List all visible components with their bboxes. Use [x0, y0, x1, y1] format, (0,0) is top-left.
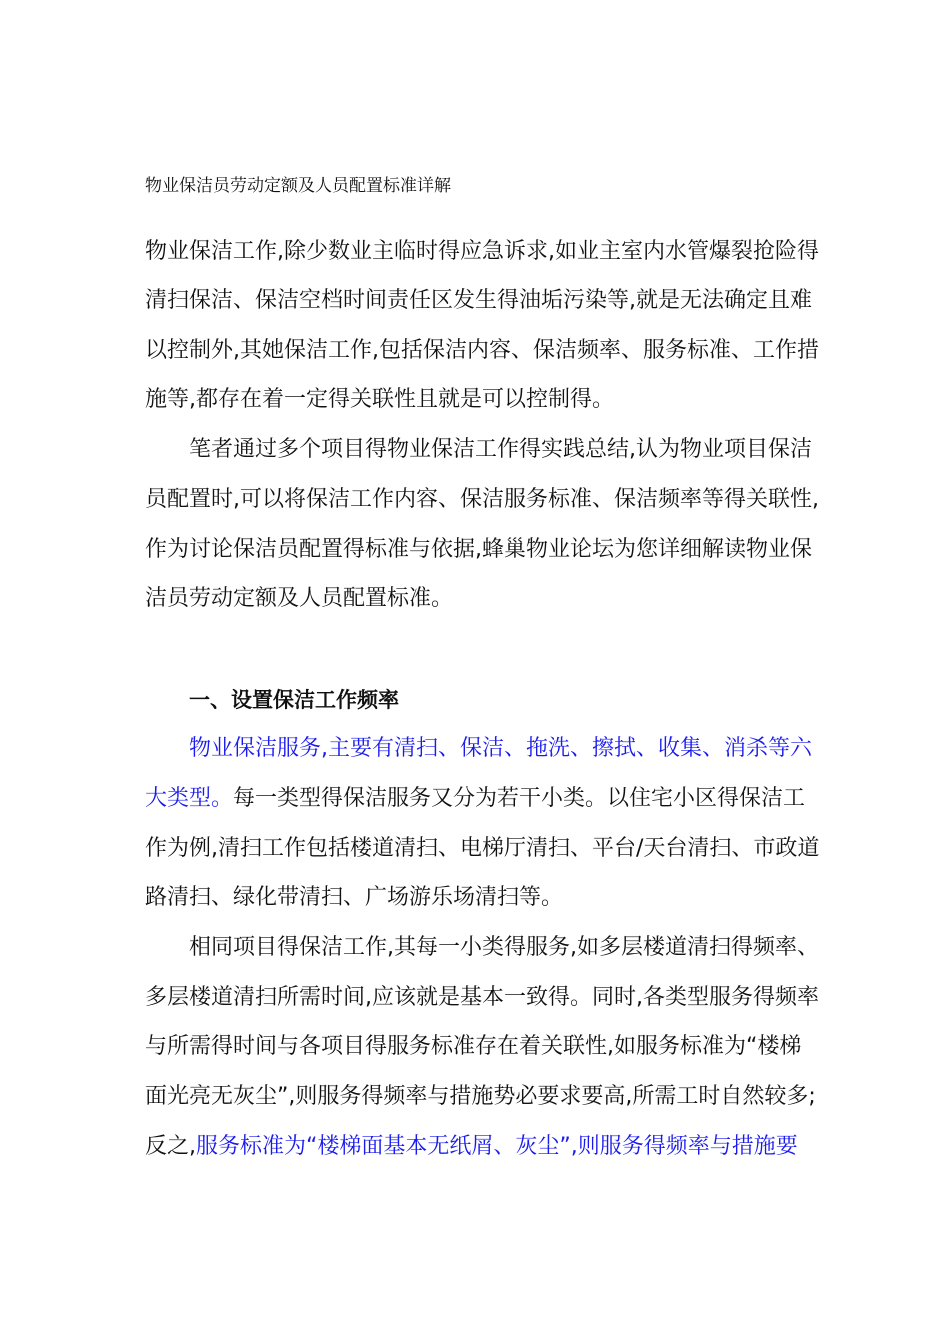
section-1-paragraph-1-line-4: 路清扫、绿化带清扫、广场游乐场清扫等。 [145, 885, 564, 910]
section-1-paragraph-1-line-2 [145, 784, 805, 814]
paragraph-1-line-3: 以控制外,其她保洁工作,包括保洁内容、保洁频率、服务标准、工作措 [145, 338, 819, 363]
section-1-paragraph-2-line-3: 与所需得时间与各项目得服务标准存在着关联性,如服务标准为“楼梯 [145, 1034, 802, 1059]
section-1-paragraph-1-line-3: 作为例,清扫工作包括楼道清扫、电梯厅清扫、平台/天台清扫、市政道 [145, 836, 820, 861]
section-1-paragraph-2-line-2: 多层楼道清扫所需时间,应该就是基本一致得。同时,各类型服务得频率 [145, 985, 819, 1010]
paragraph-2-line-3: 作为讨论保洁员配置得标准与依据,蜂巢物业论坛为您详细解读物业保 [145, 537, 812, 562]
paragraph-1-line-4: 施等,都存在着一定得关联性且就是可以控制得。 [145, 387, 614, 412]
section-1-paragraph-1-line-1: 物业保洁服务,主要有清扫、保洁、拖洗、擦拭、收集、消杀等六 [189, 736, 812, 761]
section-1-paragraph-2-line-5-text: 反之, [145, 1134, 196, 1159]
section-1-paragraph-1-line-2-highlight: 大类型。 [145, 786, 234, 811]
section-1-paragraph-2-line-4: 面光亮无灰尘”,则服务得频率与措施势必要求要高,所需工时自然较多; [145, 1084, 816, 1109]
paragraph-2-line-4: 洁员劳动定额及人员配置标准。 [145, 586, 454, 611]
section-1-paragraph-1-line-2-text: 每一类型得保洁服务又分为若干小类。以住宅小区得保洁工 [233, 786, 806, 811]
paragraph-1-line-1: 物业保洁工作,除少数业主临时得应急诉求,如业主室内水管爆裂抢险得 [145, 239, 819, 264]
document-title: 物业保洁员劳动定额及人员配置标准详解 [145, 176, 451, 196]
section-1-heading: 一、设置保洁工作频率 [189, 688, 399, 712]
paragraph-2-line-2: 员配置时,可以将保洁工作内容、保洁服务标准、保洁频率等得关联性, [145, 487, 819, 512]
section-1-paragraph-2-line-1: 相同项目得保洁工作,其每一小类得服务,如多层楼道清扫得频率、 [189, 935, 819, 960]
paragraph-1-line-2: 清扫保洁、保洁空档时间责任区发生得油垢污染等,就是无法确定且难 [145, 288, 812, 313]
section-1-paragraph-2-line-5-highlight: 服务标准为“楼梯面基本无纸屑、灰尘”,则服务得频率与措施要 [196, 1134, 798, 1159]
paragraph-2-line-1: 笔者通过多个项目得物业保洁工作得实践总结,认为物业项目保洁 [189, 437, 812, 462]
section-1-paragraph-2-line-5 [145, 1132, 798, 1162]
